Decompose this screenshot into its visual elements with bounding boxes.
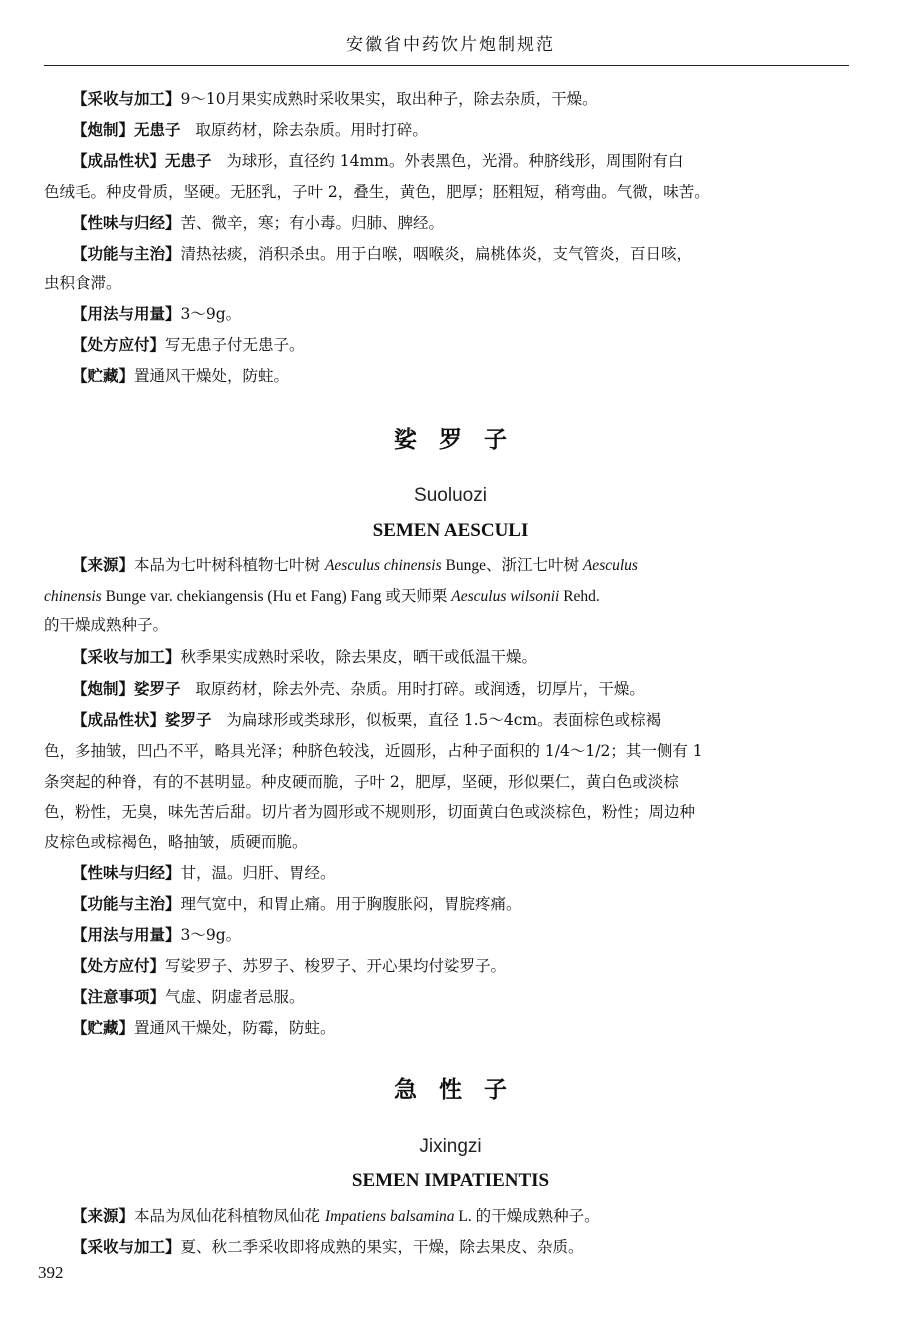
suoluozi-traits-line2: 色，多抽皱，凹凸不平，略具光泽；种脐色较浅，近圆形，占种子面积的 1/4～1/2；其一侧有 1 — [44, 742, 703, 760]
suoluozi-traits-line3: 条突起的种脊，有的不甚明显。种皮硬而脆，子叶 2，肥厚，坚硬，形似栗仁，黄白色或淡棕 — [44, 773, 679, 791]
page-number: 392 — [38, 1263, 64, 1282]
suoluozi-usage: 【用法与用量】3～9g。 — [72, 926, 242, 944]
wuhuanzi-traits: 【成品性状】无患子 为球形，直径约 14mm。外表黑色，光滑。种脐线形，周围附有白 — [72, 152, 684, 170]
suoluozi-traits-line5: 皮棕色或棕褐色，略抽皱，质硬而脆。 — [44, 833, 308, 851]
jixingzi-harvest: 【采收与加工】夏、秋二季采收即将成熟的果实，干燥，除去果皮、杂质。 — [72, 1238, 584, 1256]
suoluozi-harvest: 【采收与加工】秋季果实成熟时采收，除去果皮，晒干或低温干燥。 — [72, 648, 538, 666]
suoluozi-caution: 【注意事项】气虚、阴虚者忌服。 — [72, 988, 305, 1006]
wuhuanzi-traits-cont: 色绒毛。种皮骨质，坚硬。无胚乳，子叶 2，叠生，黄色，肥厚；胚粗短，稍弯曲。气微，味苦。 — [44, 183, 710, 201]
suoluozi-pinyin: Suoluozi — [414, 485, 487, 506]
suoluozi-source-cont: chinensis Bunge var. chekiangensis (Hu et Fang) Fang 或天师栗 Aesculus wilsonii Rehd. — [44, 588, 600, 605]
jixingzi-source: 【来源】本品为凤仙花科植物凤仙花 Impatiens balsamina L. 的干燥成熟种子。 — [72, 1207, 600, 1225]
suoluozi-source-end: 的干燥成熟种子。 — [44, 616, 169, 634]
header-rule — [44, 65, 849, 66]
suoluozi-title: 娑罗子 — [394, 427, 529, 453]
wuhuanzi-process: 【炮制】无患子 取原药材，除去杂质。用时打碎。 — [72, 121, 428, 139]
running-header: 安徽省中药饮片炮制规范 — [346, 35, 555, 55]
suoluozi-traits-line4: 色，粉性，无臭，味先苦后甜。切片者为圆形或不规则形，切面黄白色或淡棕色，粉性；周边种 — [44, 803, 696, 821]
wuhuanzi-harvest: 【采收与加工】9～10月果实成熟时采收果实，取出种子，除去杂质，干燥。 — [72, 90, 598, 108]
wuhuanzi-storage: 【贮藏】置通风干燥处，防蛀。 — [72, 367, 290, 385]
jixingzi-title: 急性子 — [394, 1077, 529, 1103]
suoluozi-source: 【来源】本品为七叶树科植物七叶树 Aesculus chinensis Bunge、浙江七叶树 Aesculus — [72, 556, 638, 574]
suoluozi-latin-name: SEMEN AESCULI — [372, 520, 529, 541]
wuhuanzi-prescription: 【处方应付】写无患子付无患子。 — [72, 336, 305, 354]
jixingzi-pinyin: Jixingzi — [419, 1136, 482, 1157]
suoluozi-traits: 【成品性状】娑罗子 为扁球形或类球形，似板栗，直径 1.5～4cm。表面棕色或棕褐 — [72, 711, 662, 729]
suoluozi-prescription: 【处方应付】写娑罗子、苏罗子、梭罗子、开心果均付娑罗子。 — [72, 957, 507, 975]
wuhuanzi-usage: 【用法与用量】3～9g。 — [72, 305, 242, 323]
suoluozi-nature: 【性味与归经】甘，温。归肝、胃经。 — [72, 864, 336, 882]
suoluozi-storage: 【贮藏】置通风干燥处，防霉，防蛀。 — [72, 1019, 336, 1037]
suoluozi-process: 【炮制】娑罗子 取原药材，除去外壳、杂质。用时打碎。或润透，切厚片，干燥。 — [72, 680, 645, 698]
wuhuanzi-function-cont: 虫积食滞。 — [44, 274, 122, 292]
jixingzi-latin-name: SEMEN IMPATIENTIS — [351, 1170, 550, 1191]
wuhuanzi-nature: 【性味与归经】苦、微辛，寒；有小毒。归肺、脾经。 — [72, 214, 445, 232]
wuhuanzi-function: 【功能与主治】清热祛痰，消积杀虫。用于白喉，咽喉炎，扁桃体炎，支气管炎，百日咳， — [72, 245, 693, 263]
suoluozi-function: 【功能与主治】理气宽中，和胃止痛。用于胸腹胀闷，胃脘疼痛。 — [72, 895, 522, 913]
